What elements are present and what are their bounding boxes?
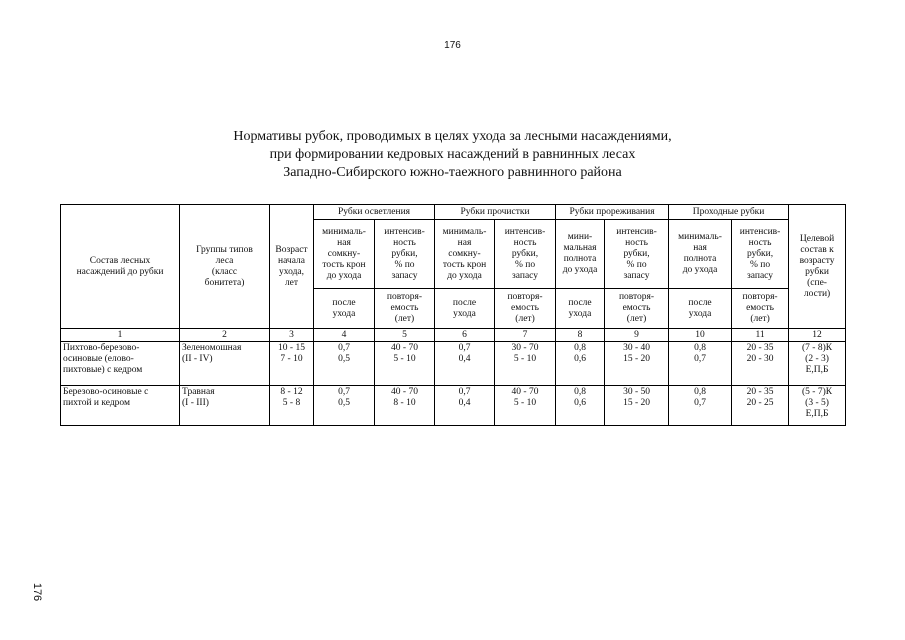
header-age	[270, 205, 314, 329]
column-number: 5	[375, 329, 435, 342]
cell-line: 8 - 12	[280, 387, 303, 397]
cell-line: полнота	[683, 254, 717, 264]
cell-line: 0,7	[338, 387, 350, 397]
cell-value	[669, 342, 732, 386]
column-number: 2	[180, 329, 270, 342]
cell-line: начала	[278, 255, 305, 266]
cell-line: полнота	[563, 254, 597, 264]
cell-line: 0,5	[338, 398, 350, 408]
cell-line: 8 - 10	[393, 398, 416, 408]
cell-line: пихтовые) с кедром	[63, 365, 143, 375]
cell-line: после	[688, 297, 712, 308]
header-after-1	[314, 289, 375, 329]
cell-line: тость крон	[322, 259, 366, 270]
document-title	[0, 128, 905, 182]
cell-composition	[61, 386, 180, 426]
cell-line: повторя-	[507, 292, 543, 302]
header-group-cleaning: Рубки прочистки	[435, 205, 556, 220]
column-number: 10	[669, 329, 732, 342]
cell-line: до ухода	[682, 265, 718, 275]
cell-line: ухода	[688, 308, 712, 319]
cell-line: минималь-	[678, 232, 722, 242]
column-number: 1	[61, 329, 180, 342]
cell-value	[605, 386, 669, 426]
cell-line: 10 - 15	[278, 343, 305, 353]
cell-age	[270, 386, 314, 426]
cell-line: ухода	[332, 308, 356, 319]
cell-line: (лет)	[750, 314, 770, 324]
cell-line: пихтой и кедром	[63, 398, 131, 408]
cell-line: 0,8	[574, 343, 586, 353]
cell-line: 0,7	[694, 354, 706, 364]
header-forest-types	[180, 205, 270, 329]
cell-line: (7 - 8)К	[802, 343, 833, 353]
cell-line: сомкну-	[327, 248, 361, 259]
cell-line: 15 - 20	[623, 354, 650, 364]
cell-value	[435, 342, 495, 386]
cell-target	[789, 386, 846, 426]
table-row	[61, 342, 846, 386]
header-min-fullness-3	[556, 220, 605, 289]
cell-line: 20 - 35	[746, 387, 774, 397]
cell-forest-type	[180, 386, 270, 426]
cell-line: рубки,	[391, 248, 418, 259]
cell-line: рубки,	[623, 248, 650, 259]
header-repeat-4	[732, 289, 789, 329]
header-repeat-3	[605, 289, 669, 329]
cell-line: тость крон	[442, 259, 487, 270]
cell-line: (лет)	[394, 314, 415, 324]
header-intensity-3	[605, 220, 669, 289]
header-group-lightening: Рубки осветления	[314, 205, 435, 220]
cell-line: до ухода	[562, 265, 598, 275]
cell-line: рубки,	[511, 248, 539, 259]
cell-value	[732, 342, 789, 386]
cell-line: 5 - 10	[393, 354, 416, 364]
header-intensity-1	[375, 220, 435, 289]
cell-line: Возраст	[275, 244, 308, 255]
cell-line: 0,7	[338, 343, 350, 353]
cell-value	[495, 386, 556, 426]
column-number-row	[61, 329, 846, 342]
cell-line: после	[332, 297, 356, 308]
cell-line: ность	[625, 237, 648, 248]
cell-line: (II - IV)	[182, 354, 213, 364]
column-number: 12	[789, 329, 846, 342]
cell-line: интенсив-	[616, 226, 657, 237]
cell-line: % по	[394, 259, 415, 270]
cell-line: 0,6	[574, 354, 586, 364]
cell-line: повторя-	[742, 292, 778, 302]
cell-line: емость	[622, 303, 651, 313]
header-after-3	[556, 289, 605, 329]
table-row	[61, 386, 846, 426]
cell-line: 0,7	[458, 343, 471, 353]
cell-line: запасу	[747, 270, 774, 281]
cell-line: 40 - 70	[391, 343, 418, 353]
title-line-3: Западно-Сибирского южно-таежного равнинного района	[283, 165, 622, 180]
cell-line: после	[568, 297, 592, 308]
column-number: 11	[732, 329, 789, 342]
column-number: 3	[270, 329, 314, 342]
title-line-1: Нормативы рубок, проводимых в целях ухода за лесными насаждениями,	[233, 129, 672, 144]
header-repeat-1	[375, 289, 435, 329]
cell-line: % по	[749, 259, 771, 270]
cell-value	[435, 386, 495, 426]
cell-line: (3 - 5)	[805, 398, 829, 408]
cell-line: повторя-	[386, 292, 423, 302]
cell-line: 5 - 8	[282, 398, 301, 408]
cell-line: 0,4	[458, 398, 471, 408]
cell-line: 40 - 70	[511, 387, 539, 397]
cell-line: рубки	[805, 266, 829, 277]
cell-line: запасу	[623, 270, 650, 281]
cell-line: 0,8	[694, 343, 706, 353]
cell-value	[669, 386, 732, 426]
header-intensity-2	[495, 220, 556, 289]
cell-line: до ухода	[326, 270, 362, 281]
column-number: 7	[495, 329, 556, 342]
header-min-density-2	[435, 220, 495, 289]
cell-line: осиновые (елово-	[63, 354, 134, 364]
cell-line: 15 - 20	[623, 398, 650, 408]
header-after-2	[435, 289, 495, 329]
cell-line: ная	[337, 237, 351, 248]
cell-line: мальная	[563, 243, 597, 253]
cell-line: (лет)	[515, 314, 535, 324]
cell-value	[375, 342, 435, 386]
cell-age	[270, 342, 314, 386]
column-number: 6	[435, 329, 495, 342]
cell-line: 20 - 30	[746, 354, 774, 364]
cell-line: 30 - 40	[623, 343, 650, 353]
column-number: 4	[314, 329, 375, 342]
column-number: 8	[556, 329, 605, 342]
cell-line: Зеленомошная	[182, 343, 242, 353]
cell-line: минималь-	[442, 226, 487, 237]
cell-line: Е,П,Б	[805, 365, 829, 375]
cell-line: (2 - 3)	[805, 354, 829, 364]
cell-line: насаждений до рубки	[76, 266, 164, 277]
cell-line: 5 - 10	[513, 398, 537, 408]
header-repeat-2	[495, 289, 556, 329]
cell-line: (класс	[211, 266, 238, 277]
cell-line: возрасту	[799, 255, 835, 266]
header-min-fullness-4	[669, 220, 732, 289]
cell-value	[314, 386, 375, 426]
cell-line: Травная	[182, 387, 215, 397]
cell-line: % по	[626, 259, 647, 270]
cell-line: минималь-	[322, 226, 366, 237]
cell-line: % по	[514, 259, 536, 270]
cell-line: емость	[511, 303, 539, 313]
cell-line: мини-	[567, 232, 593, 242]
cell-line: ухода	[568, 308, 592, 319]
cell-line: интенсив-	[504, 226, 546, 237]
cell-line: до ухода	[447, 270, 482, 281]
cell-line: 7 - 10	[280, 354, 303, 364]
cell-line: ность	[513, 237, 537, 248]
cell-line: 40 - 70	[391, 387, 418, 397]
cell-value	[556, 342, 605, 386]
norms-table	[60, 204, 846, 426]
cell-line: ухода,	[278, 266, 305, 277]
cell-line: 5 - 10	[513, 354, 537, 364]
cell-line: лости)	[803, 288, 831, 299]
title-line-2: при формировании кедровых насаждений в равнинных лесах	[269, 147, 636, 162]
cell-value	[314, 342, 375, 386]
cell-forest-type	[180, 342, 270, 386]
header-min-density-1	[314, 220, 375, 289]
cell-line: 20 - 35	[746, 343, 774, 353]
header-row-1	[61, 205, 846, 220]
cell-line: после	[452, 297, 477, 308]
cell-line: (лет)	[626, 314, 647, 324]
cell-value	[605, 342, 669, 386]
cell-line: (спе-	[807, 277, 827, 288]
cell-line: 0,6	[574, 398, 586, 408]
cell-target	[789, 342, 846, 386]
cell-value	[495, 342, 556, 386]
cell-line: ная	[693, 243, 707, 253]
cell-value	[375, 386, 435, 426]
cell-line: 0,5	[338, 354, 350, 364]
cell-value	[556, 386, 605, 426]
cell-line: бонитета)	[204, 277, 245, 288]
cell-line: интенсив-	[384, 226, 425, 237]
cell-line: состав к	[800, 244, 834, 255]
header-composition	[61, 205, 180, 329]
cell-line: повторя-	[618, 292, 655, 302]
cell-line: Целевой	[799, 233, 835, 244]
cell-value	[732, 386, 789, 426]
cell-line: ность	[748, 237, 772, 248]
cell-line: Пихтово-березово-	[63, 343, 140, 353]
cell-line: Состав лесных	[89, 255, 151, 266]
cell-line: запасу	[512, 270, 539, 281]
cell-line: емость	[746, 303, 774, 313]
page-number-side: 176	[31, 582, 44, 602]
header-after-4	[669, 289, 732, 329]
cell-line: рубки,	[746, 248, 774, 259]
cell-line: запасу	[391, 270, 418, 281]
header-group-thinning: Рубки прореживания	[556, 205, 669, 220]
cell-line: лет	[284, 277, 299, 288]
header-target	[789, 205, 846, 329]
cell-line: сомкну-	[448, 248, 481, 259]
cell-line: интенсив-	[739, 226, 781, 237]
header-intensity-4	[732, 220, 789, 289]
cell-line: 0,4	[458, 354, 471, 364]
cell-line: 30 - 70	[511, 343, 539, 353]
column-number: 9	[605, 329, 669, 342]
cell-composition	[61, 342, 180, 386]
cell-line: леса	[215, 255, 234, 266]
cell-line: (I - III)	[182, 398, 209, 408]
cell-line: ухода	[453, 308, 476, 319]
cell-line: 0,7	[694, 398, 706, 408]
cell-line: емость	[390, 303, 419, 313]
cell-line: 20 - 25	[746, 398, 774, 408]
cell-line: 0,7	[458, 387, 471, 397]
cell-line: Е,П,Б	[805, 409, 829, 419]
header-group-passing: Проходные рубки	[669, 205, 789, 220]
cell-line: 0,8	[694, 387, 706, 397]
cell-line: Группы типов	[196, 244, 253, 255]
cell-line: ность	[393, 237, 416, 248]
cell-line: 0,8	[574, 387, 586, 397]
cell-line: Березово-осиновые с	[63, 387, 149, 397]
cell-line: (5 - 7)К	[802, 387, 833, 397]
cell-line: 30 - 50	[623, 387, 650, 397]
cell-line: ная	[457, 237, 472, 248]
page-number-top: 176	[444, 40, 461, 51]
